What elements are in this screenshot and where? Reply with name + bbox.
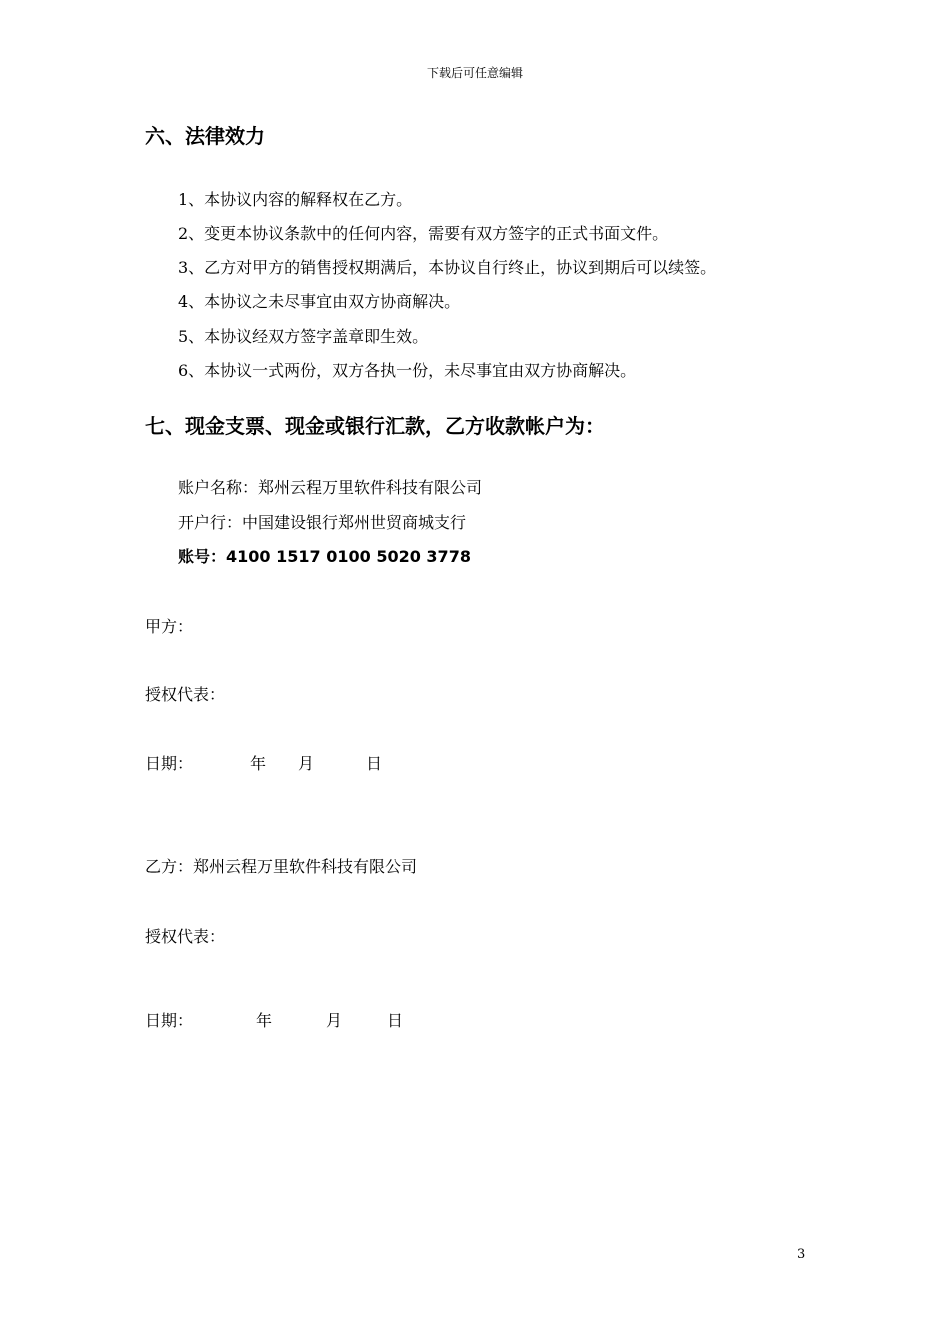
account-number-label: 账号：: [178, 547, 227, 566]
account-number: 4100 1517 0100 5020 3778: [226, 547, 471, 566]
party-b-month: 月: [326, 1011, 343, 1030]
party-a-label: 甲方：: [145, 617, 194, 636]
party-a-month: 月: [298, 754, 315, 773]
bank-name: 开户行：中国建设银行郑州世贸商城支行: [178, 513, 467, 532]
party-a-day: 日: [366, 754, 383, 773]
party-b-date-label: 日期：: [145, 1011, 194, 1030]
party-a-date-row: [0, 752, 950, 776]
section-6-item-5: 5、本协议经双方签字盖章即生效。: [178, 327, 429, 346]
section-6-item-4: 4、本协议之未尽事宜由双方协商解决。: [178, 292, 461, 311]
section-6-item-3: 3、乙方对甲方的销售授权期满后，本协议自行终止，协议到期后可以续签。: [178, 258, 717, 277]
party-b-year: 年: [256, 1011, 273, 1030]
section-6-heading: 六、法律效力: [145, 124, 265, 148]
page-number: 3: [797, 1247, 806, 1262]
party-b-rep-label: 授权代表：: [145, 927, 226, 946]
party-a-year: 年: [250, 754, 267, 773]
party-a-rep-label: 授权代表：: [145, 685, 226, 704]
section-6-item-6: 6、本协议一式两份，双方各执一份，未尽事宜由双方协商解决。: [178, 361, 637, 380]
account-number-line: [178, 545, 471, 569]
party-b-day: 日: [387, 1011, 404, 1030]
section-6-item-1: 1、本协议内容的解释权在乙方。: [178, 190, 413, 209]
party-b-date-row: [0, 1009, 950, 1033]
section-6-item-2: 2、变更本协议条款中的任何内容，需要有双方签字的正式书面文件。: [178, 224, 669, 243]
party-b-label: 乙方：郑州云程万里软件科技有限公司: [145, 857, 418, 876]
account-name: 账户名称：郑州云程万里软件科技有限公司: [178, 478, 483, 497]
party-a-date-label: 日期：: [145, 754, 194, 773]
section-7-heading: 七、现金支票、现金或银行汇款，乙方收款帐户为：: [145, 414, 605, 438]
page-header-note: 下载后可任意编辑: [426, 66, 523, 80]
